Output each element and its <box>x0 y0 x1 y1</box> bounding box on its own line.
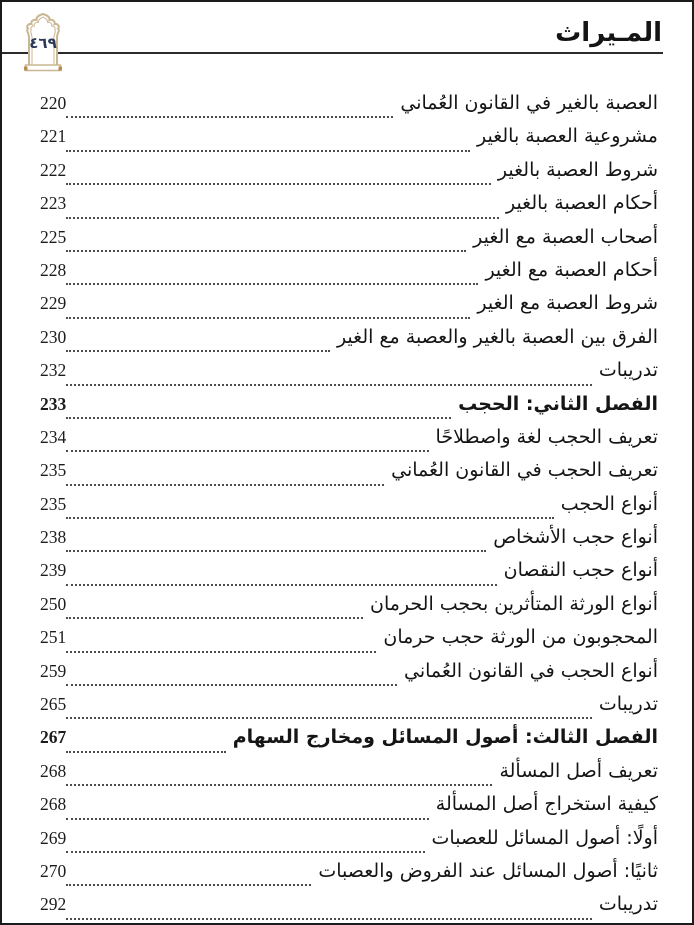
toc-entry-page-number: 228 <box>40 259 67 280</box>
toc-entry-page-number: 225 <box>40 226 67 247</box>
dot-leader <box>66 517 553 519</box>
dot-leader <box>66 717 592 719</box>
toc-row <box>40 559 658 592</box>
toc-entry-title: أنواع حجب الأشخاص <box>493 526 658 549</box>
dot-leader <box>66 818 429 820</box>
toc-entry-page-number: 229 <box>40 293 67 314</box>
toc-entry-title: العصبة بالغير في القانون العُماني <box>400 92 658 114</box>
toc-row <box>40 860 658 893</box>
dot-leader <box>66 751 225 753</box>
toc-entry-page-number: 234 <box>40 426 67 447</box>
page-title: المـيراث <box>555 18 662 48</box>
dot-leader <box>66 217 499 219</box>
dot-leader <box>66 183 491 185</box>
toc-list <box>2 88 692 925</box>
toc-entry-title: شروط العصبة مع الغير <box>477 292 658 315</box>
header-rule <box>2 52 663 54</box>
toc-row <box>40 159 658 192</box>
toc-entry-title: مشروعية العصبة بالغير <box>476 125 658 148</box>
toc-entry-title: أولًا: أصول المسائل للعصبات <box>431 826 658 849</box>
toc-entry-title: الفصل الثالث: أصول المسائل ومخارج السهام <box>232 726 658 749</box>
toc-entry-page-number: 238 <box>40 527 67 548</box>
toc-entry-page-number: 230 <box>40 326 67 347</box>
toc-entry-page-number: 233 <box>40 393 67 414</box>
toc-entry-title: الفرق بين العصبة بالغير والعصبة مع الغير <box>336 325 658 348</box>
dot-leader <box>66 384 592 386</box>
toc-entry-title: المحجوبون من الورثة حجب حرمان <box>383 626 658 649</box>
toc-row <box>40 827 658 860</box>
toc-row <box>40 426 658 459</box>
dot-leader <box>66 417 451 419</box>
toc-entry-title: أنواع حجب النقصان <box>503 559 658 582</box>
toc-entry-page-number: 251 <box>40 627 67 648</box>
toc-entry-title: تدريبات <box>598 693 658 716</box>
toc-row <box>40 893 658 925</box>
toc-row <box>40 226 658 259</box>
toc-entry-title: شروط العصبة بالغير <box>497 158 658 181</box>
toc-entry-page-number: 292 <box>40 894 67 915</box>
toc-row <box>40 359 658 392</box>
toc-entry-page-number: 220 <box>40 93 67 113</box>
folio-page-number: ٤٦٩ <box>29 34 57 52</box>
toc-row <box>40 125 658 158</box>
dot-leader <box>66 584 496 586</box>
dot-leader <box>66 283 478 285</box>
dot-leader <box>66 851 424 853</box>
toc-entry-page-number: 221 <box>40 126 67 147</box>
dot-leader <box>66 250 466 252</box>
folio-ornament <box>20 10 66 72</box>
toc-entry-title: أنواع الحجب <box>560 492 658 515</box>
toc-entry-page-number: 223 <box>40 193 67 214</box>
toc-row <box>40 526 658 559</box>
toc-entry-title: تعريف أصل المسألة <box>499 759 658 782</box>
page-header <box>2 2 692 88</box>
dot-leader <box>66 116 393 118</box>
toc-entry-title: ثانيًا: أصول المسائل عند الفروض والعصبات <box>318 859 658 882</box>
toc-entry-title: تدريبات <box>598 893 658 916</box>
toc-entry-title: أصحاب العصبة مع الغير <box>473 225 658 248</box>
dot-leader <box>66 684 397 686</box>
toc-entry-page-number: 235 <box>40 460 67 481</box>
toc-entry-title: تدريبات <box>598 359 658 382</box>
dot-leader <box>66 550 486 552</box>
toc-entry-page-number: 222 <box>40 159 67 180</box>
toc-row <box>40 393 658 426</box>
toc-row <box>40 726 658 759</box>
dot-leader <box>66 784 492 786</box>
toc-entry-title: أنواع الورثة المتأثرين بحجب الحرمان <box>370 592 658 615</box>
toc-row <box>40 459 658 492</box>
toc-row <box>40 192 658 225</box>
dot-leader <box>66 884 311 886</box>
dot-leader <box>66 484 384 486</box>
toc-entry-title: كيفية استخراج أصل المسألة <box>435 793 658 816</box>
toc-row <box>40 92 658 125</box>
dot-leader <box>66 450 428 452</box>
toc-entry-page-number: 265 <box>40 694 67 715</box>
toc-entry-page-number: 267 <box>40 727 67 748</box>
toc-entry-page-number: 269 <box>40 827 67 848</box>
toc-row <box>40 660 658 693</box>
toc-row <box>40 593 658 626</box>
toc-row <box>40 326 658 359</box>
toc-entry-title: أنواع الحجب في القانون العُماني <box>404 659 658 682</box>
toc-entry-title: أحكام العصبة مع الغير <box>485 258 658 281</box>
toc-row <box>40 259 658 292</box>
dot-leader <box>66 918 592 920</box>
toc-row <box>40 693 658 726</box>
toc-entry-page-number: 235 <box>40 493 67 514</box>
toc-entry-title: أحكام العصبة بالغير <box>505 192 658 215</box>
toc-entry-page-number: 239 <box>40 560 67 581</box>
toc-row <box>40 793 658 826</box>
toc-entry-title: الفصل الثاني: الحجب <box>458 392 658 415</box>
dot-leader <box>66 350 330 352</box>
dot-leader <box>66 317 470 319</box>
toc-entry-page-number: 270 <box>40 860 67 881</box>
dot-leader <box>66 150 470 152</box>
toc-entry-title: تعريف الحجب لغة واصطلاحًا <box>435 425 658 448</box>
toc-row <box>40 292 658 325</box>
toc-entry-page-number: 250 <box>40 593 67 614</box>
toc-row <box>40 493 658 526</box>
toc-entry-page-number: 268 <box>40 760 67 781</box>
toc-entry-title: تعريف الحجب في القانون العُماني <box>391 459 658 482</box>
toc-entry-page-number: 259 <box>40 660 67 681</box>
dot-leader <box>66 651 376 653</box>
toc-entry-page-number: 232 <box>40 360 67 381</box>
toc-row <box>40 626 658 659</box>
dot-leader <box>66 617 363 619</box>
toc-entry-page-number: 268 <box>40 794 67 815</box>
toc-row <box>40 760 658 793</box>
